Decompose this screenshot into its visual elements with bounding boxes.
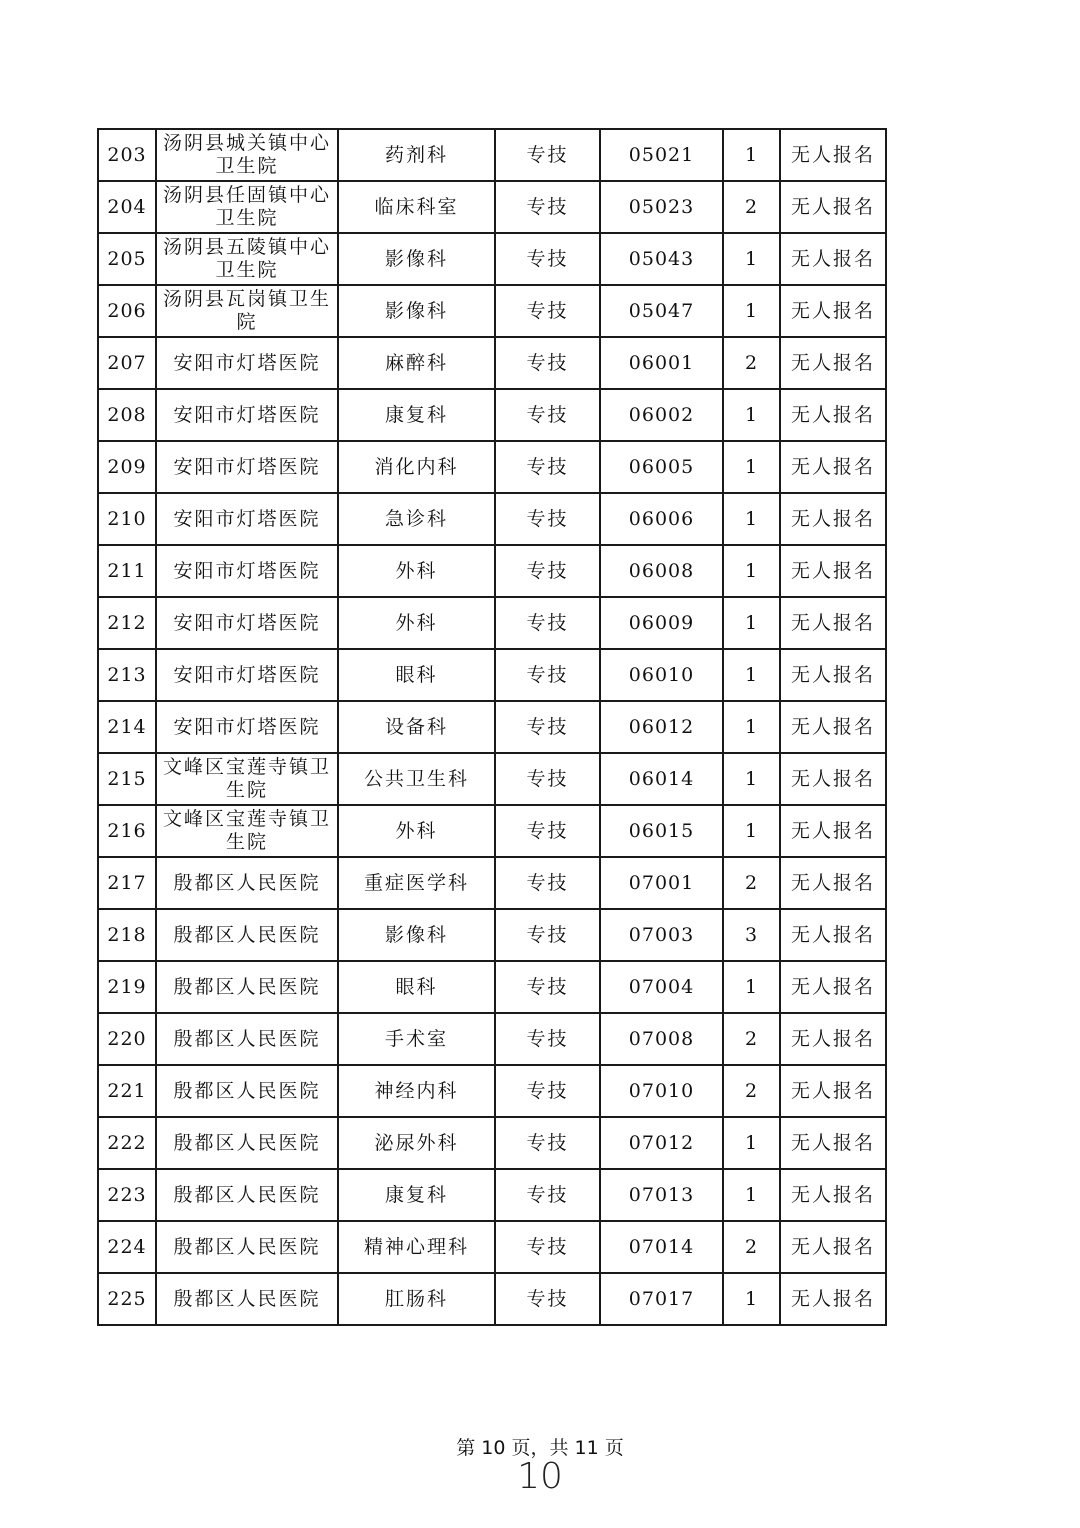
post-type-cell: 专技: [495, 493, 600, 545]
row-number-cell: 221: [98, 1065, 156, 1117]
hiring-count-cell: 1: [723, 441, 780, 493]
department-cell: 急诊科: [338, 493, 495, 545]
table-row: [98, 1221, 886, 1273]
employer-unit-cell: 安阳市灯塔医院: [156, 441, 338, 493]
post-type-cell: 专技: [495, 805, 600, 857]
table-row: [98, 545, 886, 597]
department-cell: 康复科: [338, 389, 495, 441]
hiring-count-cell: 1: [723, 233, 780, 285]
post-code-cell: 07003: [600, 909, 723, 961]
page-footer-text: 第 10 页，共 11 页: [456, 1437, 624, 1459]
row-number-cell: 212: [98, 597, 156, 649]
employer-unit-cell: 安阳市灯塔医院: [156, 597, 338, 649]
table-row: [98, 961, 886, 1013]
department-cell: 外科: [338, 545, 495, 597]
registration-status-cell: 无人报名: [780, 649, 886, 701]
post-code-cell: 07001: [600, 857, 723, 909]
table-row: [98, 285, 886, 337]
registration-status-cell: 无人报名: [780, 753, 886, 805]
table-row: [98, 805, 886, 857]
department-cell: 公共卫生科: [338, 753, 495, 805]
registration-status-cell: 无人报名: [780, 545, 886, 597]
table-row: [98, 649, 886, 701]
department-cell: 影像科: [338, 285, 495, 337]
employer-unit-cell: 殷都区人民医院: [156, 909, 338, 961]
registration-status-cell: 无人报名: [780, 285, 886, 337]
row-number-cell: 224: [98, 1221, 156, 1273]
employer-unit-cell: 安阳市灯塔医院: [156, 701, 338, 753]
hiring-count-cell: 2: [723, 857, 780, 909]
registration-status-cell: 无人报名: [780, 1065, 886, 1117]
registration-status-cell: 无人报名: [780, 1273, 886, 1325]
department-cell: 手术室: [338, 1013, 495, 1065]
employer-unit-cell: 殷都区人民医院: [156, 961, 338, 1013]
row-number-cell: 211: [98, 545, 156, 597]
table-row: [98, 129, 886, 181]
hiring-count-cell: 1: [723, 1169, 780, 1221]
hiring-count-cell: 2: [723, 337, 780, 389]
registration-status-cell: 无人报名: [780, 1117, 886, 1169]
post-code-cell: 06014: [600, 753, 723, 805]
table-row: [98, 181, 886, 233]
table-row: [98, 1065, 886, 1117]
post-code-cell: 05043: [600, 233, 723, 285]
department-cell: 康复科: [338, 1169, 495, 1221]
employer-unit-cell: 安阳市灯塔医院: [156, 493, 338, 545]
row-number-cell: 204: [98, 181, 156, 233]
hiring-count-cell: 2: [723, 181, 780, 233]
row-number-cell: 213: [98, 649, 156, 701]
employer-unit-cell: 汤阴县城关镇中心卫生院: [156, 129, 338, 181]
registration-status-cell: 无人报名: [780, 857, 886, 909]
department-cell: 肛肠科: [338, 1273, 495, 1325]
department-cell: 药剂科: [338, 129, 495, 181]
department-cell: 神经内科: [338, 1065, 495, 1117]
hiring-count-cell: 1: [723, 597, 780, 649]
row-number-cell: 205: [98, 233, 156, 285]
post-type-cell: 专技: [495, 1065, 600, 1117]
post-type-cell: 专技: [495, 1221, 600, 1273]
row-number-cell: 215: [98, 753, 156, 805]
table-row: [98, 701, 886, 753]
department-cell: 泌尿外科: [338, 1117, 495, 1169]
registration-status-cell: 无人报名: [780, 233, 886, 285]
table-row: [98, 597, 886, 649]
post-type-cell: 专技: [495, 1117, 600, 1169]
post-type-cell: 专技: [495, 857, 600, 909]
post-code-cell: 06015: [600, 805, 723, 857]
row-number-cell: 222: [98, 1117, 156, 1169]
table-row: [98, 753, 886, 805]
hiring-count-cell: 1: [723, 545, 780, 597]
row-number-cell: 217: [98, 857, 156, 909]
registration-status-cell: 无人报名: [780, 389, 886, 441]
hiring-count-cell: 1: [723, 1273, 780, 1325]
row-number-cell: 206: [98, 285, 156, 337]
row-number-cell: 219: [98, 961, 156, 1013]
post-code-cell: 07004: [600, 961, 723, 1013]
row-number-cell: 223: [98, 1169, 156, 1221]
employer-unit-cell: 殷都区人民医院: [156, 1065, 338, 1117]
table-row: [98, 493, 886, 545]
hiring-count-cell: 1: [723, 649, 780, 701]
post-type-cell: 专技: [495, 129, 600, 181]
department-cell: 临床科室: [338, 181, 495, 233]
row-number-cell: 210: [98, 493, 156, 545]
post-type-cell: 专技: [495, 285, 600, 337]
post-type-cell: 专技: [495, 233, 600, 285]
table-body: [98, 129, 886, 1325]
table-row: [98, 233, 886, 285]
post-code-cell: 06005: [600, 441, 723, 493]
employer-unit-cell: 文峰区宝莲寺镇卫生院: [156, 753, 338, 805]
hiring-count-cell: 1: [723, 753, 780, 805]
hiring-count-cell: 1: [723, 1117, 780, 1169]
registration-status-cell: 无人报名: [780, 961, 886, 1013]
employer-unit-cell: 殷都区人民医院: [156, 1013, 338, 1065]
table-row: [98, 1169, 886, 1221]
row-number-cell: 209: [98, 441, 156, 493]
hiring-count-cell: 2: [723, 1013, 780, 1065]
hiring-count-cell: 1: [723, 285, 780, 337]
post-code-cell: 07013: [600, 1169, 723, 1221]
registration-status-cell: 无人报名: [780, 701, 886, 753]
registration-status-cell: 无人报名: [780, 909, 886, 961]
hiring-count-cell: 1: [723, 961, 780, 1013]
post-type-cell: 专技: [495, 909, 600, 961]
registration-status-cell: 无人报名: [780, 1169, 886, 1221]
vacancy-table: [97, 128, 887, 1326]
registration-status-cell: 无人报名: [780, 337, 886, 389]
employer-unit-cell: 汤阴县五陵镇中心卫生院: [156, 233, 338, 285]
employer-unit-cell: 文峰区宝莲寺镇卫生院: [156, 805, 338, 857]
table-row: [98, 1117, 886, 1169]
post-code-cell: 07010: [600, 1065, 723, 1117]
row-number-cell: 218: [98, 909, 156, 961]
post-code-cell: 07008: [600, 1013, 723, 1065]
employer-unit-cell: 安阳市灯塔医院: [156, 337, 338, 389]
registration-status-cell: 无人报名: [780, 597, 886, 649]
post-code-cell: 05047: [600, 285, 723, 337]
row-number-cell: 203: [98, 129, 156, 181]
employer-unit-cell: 汤阴县瓦岗镇卫生院: [156, 285, 338, 337]
post-type-cell: 专技: [495, 181, 600, 233]
post-code-cell: 07014: [600, 1221, 723, 1273]
post-code-cell: 06001: [600, 337, 723, 389]
registration-status-cell: 无人报名: [780, 129, 886, 181]
post-type-cell: 专技: [495, 337, 600, 389]
post-type-cell: 专技: [495, 701, 600, 753]
department-cell: 眼科: [338, 961, 495, 1013]
employer-unit-cell: 殷都区人民医院: [156, 1169, 338, 1221]
employer-unit-cell: 殷都区人民医院: [156, 857, 338, 909]
employer-unit-cell: 安阳市灯塔医院: [156, 649, 338, 701]
hiring-count-cell: 2: [723, 1221, 780, 1273]
post-type-cell: 专技: [495, 961, 600, 1013]
hiring-count-cell: 1: [723, 701, 780, 753]
table-row: [98, 857, 886, 909]
hiring-count-cell: 1: [723, 389, 780, 441]
post-type-cell: 专技: [495, 441, 600, 493]
hiring-count-cell: 1: [723, 493, 780, 545]
department-cell: 外科: [338, 597, 495, 649]
table-row: [98, 1013, 886, 1065]
post-code-cell: 05023: [600, 181, 723, 233]
post-type-cell: 专技: [495, 597, 600, 649]
post-code-cell: 07012: [600, 1117, 723, 1169]
department-cell: 设备科: [338, 701, 495, 753]
department-cell: 影像科: [338, 909, 495, 961]
row-number-cell: 214: [98, 701, 156, 753]
hiring-count-cell: 1: [723, 129, 780, 181]
registration-status-cell: 无人报名: [780, 441, 886, 493]
post-type-cell: 专技: [495, 649, 600, 701]
post-type-cell: 专技: [495, 1169, 600, 1221]
registration-status-cell: 无人报名: [780, 805, 886, 857]
post-code-cell: 06012: [600, 701, 723, 753]
row-number-cell: 220: [98, 1013, 156, 1065]
post-code-cell: 06009: [600, 597, 723, 649]
employer-unit-cell: 殷都区人民医院: [156, 1117, 338, 1169]
post-code-cell: 07017: [600, 1273, 723, 1325]
post-type-cell: 专技: [495, 545, 600, 597]
post-code-cell: 06002: [600, 389, 723, 441]
post-code-cell: 05021: [600, 129, 723, 181]
department-cell: 影像科: [338, 233, 495, 285]
table-row: [98, 389, 886, 441]
table-row: [98, 1273, 886, 1325]
registration-status-cell: 无人报名: [780, 181, 886, 233]
department-cell: 麻醉科: [338, 337, 495, 389]
employer-unit-cell: 殷都区人民医院: [156, 1221, 338, 1273]
department-cell: 外科: [338, 805, 495, 857]
row-number-cell: 208: [98, 389, 156, 441]
row-number-cell: 225: [98, 1273, 156, 1325]
row-number-cell: 216: [98, 805, 156, 857]
table-row: [98, 441, 886, 493]
employer-unit-cell: 汤阴县任固镇中心卫生院: [156, 181, 338, 233]
table-row: [98, 909, 886, 961]
page-number: 10: [517, 1456, 563, 1497]
employer-unit-cell: 安阳市灯塔医院: [156, 545, 338, 597]
department-cell: 重症医学科: [338, 857, 495, 909]
post-type-cell: 专技: [495, 1013, 600, 1065]
department-cell: 精神心理科: [338, 1221, 495, 1273]
department-cell: 消化内科: [338, 441, 495, 493]
post-code-cell: 06010: [600, 649, 723, 701]
post-code-cell: 06008: [600, 545, 723, 597]
post-code-cell: 06006: [600, 493, 723, 545]
registration-status-cell: 无人报名: [780, 493, 886, 545]
post-type-cell: 专技: [495, 389, 600, 441]
registration-status-cell: 无人报名: [780, 1013, 886, 1065]
post-type-cell: 专技: [495, 753, 600, 805]
hiring-count-cell: 3: [723, 909, 780, 961]
registration-status-cell: 无人报名: [780, 1221, 886, 1273]
employer-unit-cell: 安阳市灯塔医院: [156, 389, 338, 441]
post-type-cell: 专技: [495, 1273, 600, 1325]
hiring-count-cell: 2: [723, 1065, 780, 1117]
row-number-cell: 207: [98, 337, 156, 389]
hiring-count-cell: 1: [723, 805, 780, 857]
department-cell: 眼科: [338, 649, 495, 701]
table-row: [98, 337, 886, 389]
employer-unit-cell: 殷都区人民医院: [156, 1273, 338, 1325]
